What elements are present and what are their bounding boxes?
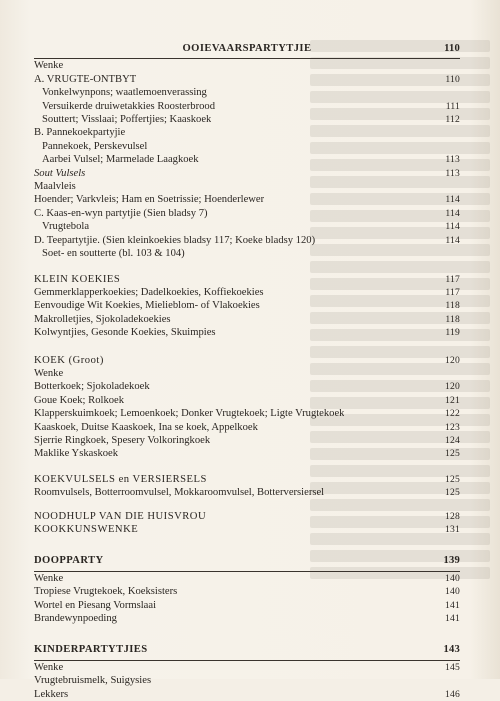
entry-title: C. Kaas-en-wyn partytjie (Sien bladsy 7) <box>34 207 208 219</box>
entry-title: Roomvulsels, Botterroomvulsel, Mokkaroomvulsel, Botterversiersel <box>34 487 325 499</box>
entry-title: Klapperskuimkoek; Lemoenkoek; Donker Vrugtekoek; Ligte Vrugtekoek <box>34 408 345 420</box>
toc-section-heading <box>34 554 460 567</box>
entry-page: 111 <box>445 100 460 112</box>
entry-page: 146 <box>445 688 460 700</box>
entry-title: Brandewynpoeding <box>34 613 117 625</box>
entry-title: Tropiese Vrugtekoek, Koeksisters <box>34 586 178 598</box>
entry-title: Soet- en soutterte (bl. 103 & 104) <box>42 248 185 260</box>
toc-section-ooievaar <box>34 59 460 260</box>
entry-title: Maalvleis <box>34 181 76 193</box>
entry-title: Aarbei Vulsel; Marmelade Laagkoek <box>42 154 199 166</box>
entry-page: 113 <box>445 154 460 166</box>
toc-entry <box>34 59 460 72</box>
entry-title: Wenke <box>34 60 64 72</box>
toc-entry <box>34 180 460 193</box>
toc-entry <box>34 447 460 460</box>
toc-entry <box>34 367 460 380</box>
toc-entry <box>34 473 460 486</box>
entry-title: KOEK (Groot) <box>34 354 104 366</box>
page-number: 110 <box>444 43 460 54</box>
entry-page: 114 <box>445 194 460 206</box>
entry-title: NOODHULP VAN DIE HUISVROU <box>34 510 207 522</box>
entry-title: Lekkers <box>34 688 69 700</box>
toc-section-doopparty <box>34 554 460 625</box>
toc-entry <box>34 273 460 286</box>
toc-entry <box>34 394 460 407</box>
entry-page: 118 <box>445 300 460 312</box>
toc-entry <box>34 434 460 447</box>
entry-page: 118 <box>445 313 460 325</box>
entry-title: Kaaskoek, Duitse Kaaskoek, Ina se koek, Appelkoek <box>34 421 258 433</box>
toc-entry <box>34 421 460 434</box>
entry-title: KOOKKUNSWENKE <box>34 524 139 535</box>
toc-entry <box>34 661 460 674</box>
entry-page: 125 <box>445 487 460 499</box>
toc-entry <box>34 299 460 312</box>
entry-page: 113 <box>445 167 460 179</box>
entry-page: 145 <box>445 661 460 673</box>
toc-entry <box>34 167 460 180</box>
entry-title: D. Teepartytjie. (Sien kleinkoekies bladsy 117; Koeke bladsy 120) <box>34 234 316 246</box>
entry-title: Versuikerde druiwetakkies Roosterbrood <box>42 100 215 112</box>
entry-title: Sjerrie Ringkoek, Spesery Volkoringkoek <box>34 434 211 446</box>
entry-title: Kolwyntjies, Gesonde Koekies, Skuimpies <box>34 327 216 339</box>
entry-page: 120 <box>445 381 460 393</box>
entry-title: Sout Vulsels <box>34 167 86 179</box>
entry-page: 124 <box>445 434 460 446</box>
entry-title: KLEIN KOEKIES <box>34 273 121 285</box>
entry-page: 114 <box>445 207 460 219</box>
toc-entry <box>34 247 460 260</box>
entry-title: Wenke <box>34 572 64 584</box>
toc-section-noodhulp <box>34 510 460 537</box>
toc-entry <box>34 113 460 126</box>
entry-title: Maklike Yskaskoek <box>34 448 119 460</box>
toc-entry <box>34 407 460 420</box>
toc-entry <box>34 313 460 326</box>
entry-page: 125 <box>445 448 460 460</box>
heading-page: 139 <box>443 555 460 567</box>
entry-title: Vrugtebruismelk, Suigysies <box>34 675 152 687</box>
toc-entry <box>34 153 460 166</box>
toc-sections <box>34 59 460 701</box>
toc-entry <box>34 674 460 687</box>
toc-section-klein <box>34 273 460 340</box>
page-title: OOIEVAARSPARTYTJIE <box>182 43 312 54</box>
entry-page: 122 <box>445 408 460 420</box>
toc-entry <box>34 100 460 113</box>
table-of-contents <box>34 42 460 701</box>
toc-entry <box>34 326 460 339</box>
toc-entry <box>34 380 460 393</box>
entry-page: 123 <box>445 421 460 433</box>
toc-entry <box>34 86 460 99</box>
entry-page: 125 <box>445 473 460 485</box>
toc-section-heading <box>34 643 460 656</box>
heading-page: 143 <box>443 644 460 656</box>
entry-title: Wenke <box>34 661 64 673</box>
toc-entry <box>34 234 460 247</box>
toc-entry <box>34 572 460 585</box>
entry-page: 141 <box>445 613 460 625</box>
entry-title: Botterkoek; Sjokoladekoek <box>34 381 150 393</box>
entry-title: Pannekoek, Perskevulsel <box>42 140 148 152</box>
entry-page: 121 <box>445 394 460 406</box>
entry-title: Vonkelwynpons; waatlemoenverassing <box>42 87 207 99</box>
toc-entry <box>34 523 460 536</box>
toc-entry <box>34 585 460 598</box>
entry-title: KOEKVULSELS en VERSIERSELS <box>34 473 207 485</box>
entry-page: 141 <box>445 599 460 611</box>
entry-page: 140 <box>445 572 460 584</box>
entry-title: Hoender; Varkvleis; Ham en Soetrissie; Hoenderlewer <box>34 194 265 206</box>
toc-entry <box>34 220 460 233</box>
entry-title: Vrugtebola <box>42 221 90 233</box>
toc-entry <box>34 207 460 220</box>
entry-title: B. Pannekoekpartyjie <box>34 127 126 139</box>
toc-entry <box>34 286 460 299</box>
entry-page: 120 <box>445 354 460 366</box>
entry-title: Goue Koek; Rolkoek <box>34 394 125 406</box>
toc-entry <box>34 612 460 625</box>
entry-page: 131 <box>445 524 460 535</box>
toc-entry <box>34 126 460 139</box>
toc-entry <box>34 599 460 612</box>
entry-page: 140 <box>445 586 460 598</box>
entry-page: 110 <box>445 73 460 85</box>
toc-entry <box>34 73 460 86</box>
heading-title: DOOPPARTY <box>34 555 104 567</box>
entry-page: 112 <box>445 114 460 126</box>
entry-page: 119 <box>445 327 460 339</box>
entry-title: Wortel en Piesang Vormslaai <box>34 599 157 611</box>
toc-entry <box>34 140 460 153</box>
toc-entry <box>34 193 460 206</box>
entry-page: 114 <box>445 221 460 233</box>
entry-page: 114 <box>445 234 460 246</box>
entry-title: Makrolletjies, Sjokoladekoekies <box>34 313 171 325</box>
entry-title: A. VRUGTE-ONTBYT <box>34 73 137 85</box>
entry-title: Wenke <box>34 367 64 379</box>
toc-entry <box>34 510 460 523</box>
toc-entry <box>34 688 460 701</box>
toc-entry <box>34 354 460 367</box>
toc-section-vulsels <box>34 473 460 500</box>
toc-section-kinder <box>34 643 460 701</box>
entry-page: 117 <box>445 286 460 298</box>
entry-title: Eenvoudige Wit Koekies, Mielieblom- of Vlakoekies <box>34 300 260 312</box>
toc-entry <box>34 486 460 499</box>
section-header <box>34 42 460 55</box>
entry-title: Souttert; Visslaai; Poffertjies; Kaaskoek <box>42 114 212 126</box>
entry-title: Gemmerklapperkoekies; Dadelkoekies, Koffiekoekies <box>34 286 264 298</box>
toc-section-koek <box>34 354 460 461</box>
entry-page: 128 <box>445 510 460 522</box>
heading-title: KINDERPARTYTJIES <box>34 644 148 656</box>
entry-page: 117 <box>445 273 460 285</box>
